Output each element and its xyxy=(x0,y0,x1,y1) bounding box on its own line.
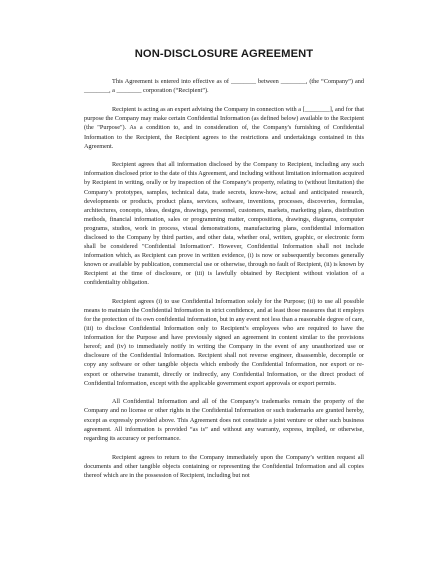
paragraph-purpose: Recipient is acting as an expert advising the Company in connection with a [________], and for that purpose the Company may make certain Confidential Information (as defined below) available to the Recipient (the "Purpose"). As a condition to, and in consideration of, the Company's furnishing of Confidential Information to the Recipient, the Recipient agrees to the restrictions and undertakings contained in this Agreement. xyxy=(84,105,364,150)
paragraph-return-of-materials: Recipient agrees to return to the Company immediately upon the Company’s written request all documents and other tangible objects containing or representing the Confidential Information and all copies thereof which are in the possession of Recipient, including but not xyxy=(84,453,364,479)
paragraph-use-obligations: Recipient agrees (i) to use Confidential Information solely for the Purpose; (ii) to use all possible means to maintain the Confidential Information in strict confidence, and at least those measures that it employs for the protection of its own confidential information, but in any event not less than a reasonable degree of care, (iii) to disclose Confidential Information only to Recipient’s employees who are required to have the information for the Purpose and have previously signed an agreement in content similar to the provisions hereof; and (iv) to immediately notify in writing the Company in the event of any unauthorized use or disclosure of the Confidential Information. Recipient shall not reverse engineer, disassemble, decompile or copy any software or other tangible objects which embody the Confidential Information, nor export or re-export or otherwise transmit, directly or indirectly, any Confidential Information, or the direct product of Confidential Information, except with the applicable government export approvals or export permits. xyxy=(84,297,364,387)
document-title: NON-DISCLOSURE AGREEMENT xyxy=(134,48,314,60)
paragraph-ownership: All Confidential Information and all of the Company’s trademarks remain the property of the Company and no license or other rights in the Confidential Information or such trademarks are granted hereby, except as expressly provided above. This Agreement does not constitute a joint venture or other such business agreement. All information is provided “as is” and without any warranty, express, implied, or otherwise, regarding its accuracy or performance. xyxy=(84,398,364,442)
paragraph-confidential-information: Recipient agrees that all information disclosed by the Company to Recipient, including any such information disclosed prior to the date of this Agreement, and including without limitation information acquired by Recipient in writing, orally or by inspection of the Company’s property, relating to (without limitation) the Company’s prototypes, samples, technical data, trade secrets, know-how, actual and anticipated research, developments or products, product plans, services, software, inventions, processes, discoveries, formulas, architectures, concepts, ideas, designs, drawings, personnel, customers, markets, marketing plans, distribution methods, financial information, sales or programming matter, compositions, drawings, diagrams, computer programs, studios, work in process, visual demonstrations, manufacturing plans, confidential information disclosed to the Company by third parties, and other data, whether oral, written, graphic, or electronic form shall be considered "Confidential Information". However, Confidential Information shall not include information which, as Recipient can prove in written evidence, (i) is now or subsequently becomes generally known or available by publication, commercial use or otherwise, through no fault of Recipient, (ii) is known by Recipient at the time of disclosure, or (iii) is lawfully obtained by Recipient without violation of a confidentiality obligation. xyxy=(84,161,364,287)
paragraph-parties: This Agreement is entered into effective as of ________ between ________, (the “Company”) and ________, a ________ corporation (“Recipient”). xyxy=(84,78,364,95)
